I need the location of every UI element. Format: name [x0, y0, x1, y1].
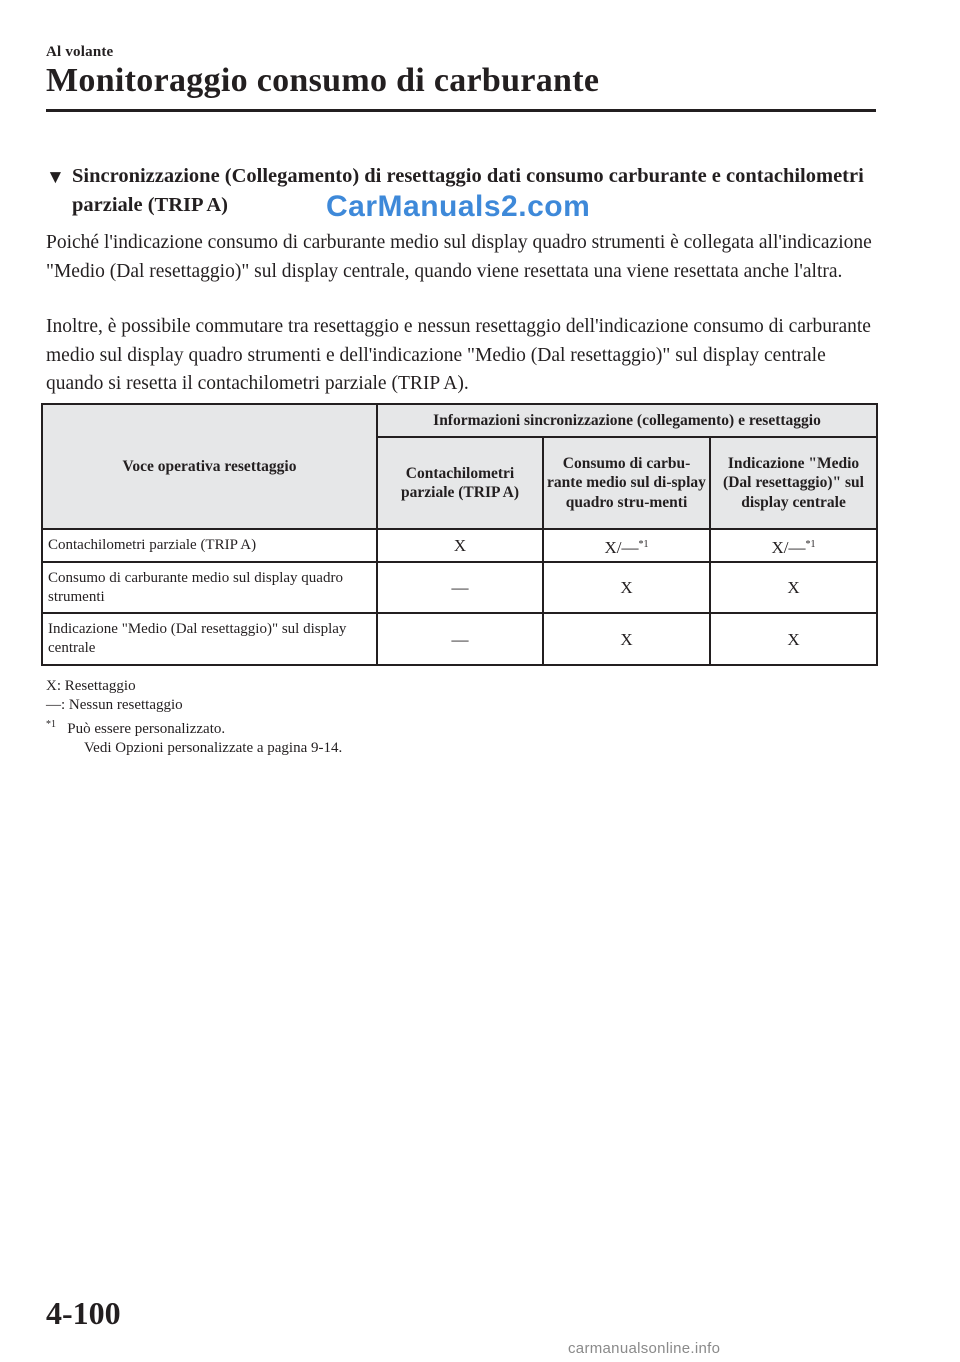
- table-subheader-trip-a: Contachilometri parziale (TRIP A): [377, 437, 543, 529]
- footnote-mark: *1: [46, 719, 56, 730]
- paragraph-1: Poiché l'indicazione consumo di carburante medio sul display quadro strumenti è collegata all'indicazione "Medio (Dal resettaggio)" sul display centrale, quando viene resettata una viene resettata anche l'altra.: [46, 232, 872, 282]
- footnote-text: Può essere personalizzato.: [67, 721, 226, 737]
- footnote-ref: *1: [638, 538, 649, 550]
- row-label: Indicazione "Medio (Dal resettaggio)" sul display centrale: [42, 613, 377, 665]
- table-cell: X/—$^{*1}$: [710, 529, 877, 562]
- footnote: [46, 715, 342, 739]
- watermark-link[interactable]: CarManuals2.com: [326, 190, 591, 223]
- table-cell: X: [710, 613, 877, 665]
- table-header-sync-info: Informazioni sincronizzazione (collegamento) e resettaggio: [377, 404, 877, 437]
- table-row: [42, 613, 877, 665]
- table-cell: X: [377, 529, 543, 562]
- table-row: [42, 529, 877, 562]
- page-title: Monitoraggio consumo di carburante: [46, 62, 600, 99]
- subsection-heading-text: Sincronizzazione (Collegamento) di resettaggio dati consumo carburante e contachilometri parziale (TRIP A): [72, 165, 864, 216]
- table-cell: X: [543, 562, 710, 613]
- table-subheader-avg-consumption: Consumo di carbu-rante medio sul di-splay quadro stru-menti: [543, 437, 710, 529]
- triangle-bullet-icon: ▼: [46, 167, 65, 188]
- footnote-cross-reference: Vedi Opzioni personalizzate a pagina 9-14.: [84, 740, 343, 756]
- table-cell: X: [543, 613, 710, 665]
- table-subheader-medio-indication: Indicazione "Medio (Dal resettaggio)" sul display centrale: [710, 437, 877, 529]
- table-cell: —: [377, 562, 543, 613]
- table-cell: X/—$^{*1}$: [543, 529, 710, 562]
- table-cell: X: [710, 562, 877, 613]
- section-label: Al volante: [46, 44, 114, 60]
- footer-site-link[interactable]: carmanualsonline.info: [568, 1340, 721, 1357]
- title-divider: [46, 109, 876, 112]
- table-cell: —: [377, 613, 543, 665]
- legend-reset: X: Resettaggio: [46, 678, 136, 694]
- table-row: [42, 562, 877, 613]
- table-notes: [46, 677, 342, 758]
- sync-reset-table: [41, 403, 878, 666]
- row-label: Contachilometri parziale (TRIP A): [42, 529, 377, 562]
- footnote-ref: *1: [805, 538, 816, 550]
- table-header-reset-item: Voce operativa resettaggio: [42, 404, 377, 529]
- page-number: 4-100: [46, 1295, 121, 1331]
- paragraph-2: Inoltre, è possibile commutare tra resettaggio e nessun resettaggio dell'indicazione consumo di carburante medio sul display quadro strumenti e dell'indicazione "Medio (Dal resettaggio)" sul display centrale quando si resetta il contachilometri parziale (TRIP A).: [46, 316, 871, 394]
- row-label: Consumo di carburante medio sul display quadro strumenti: [42, 562, 377, 613]
- legend-no-reset: —: Nessun resettaggio: [46, 697, 183, 713]
